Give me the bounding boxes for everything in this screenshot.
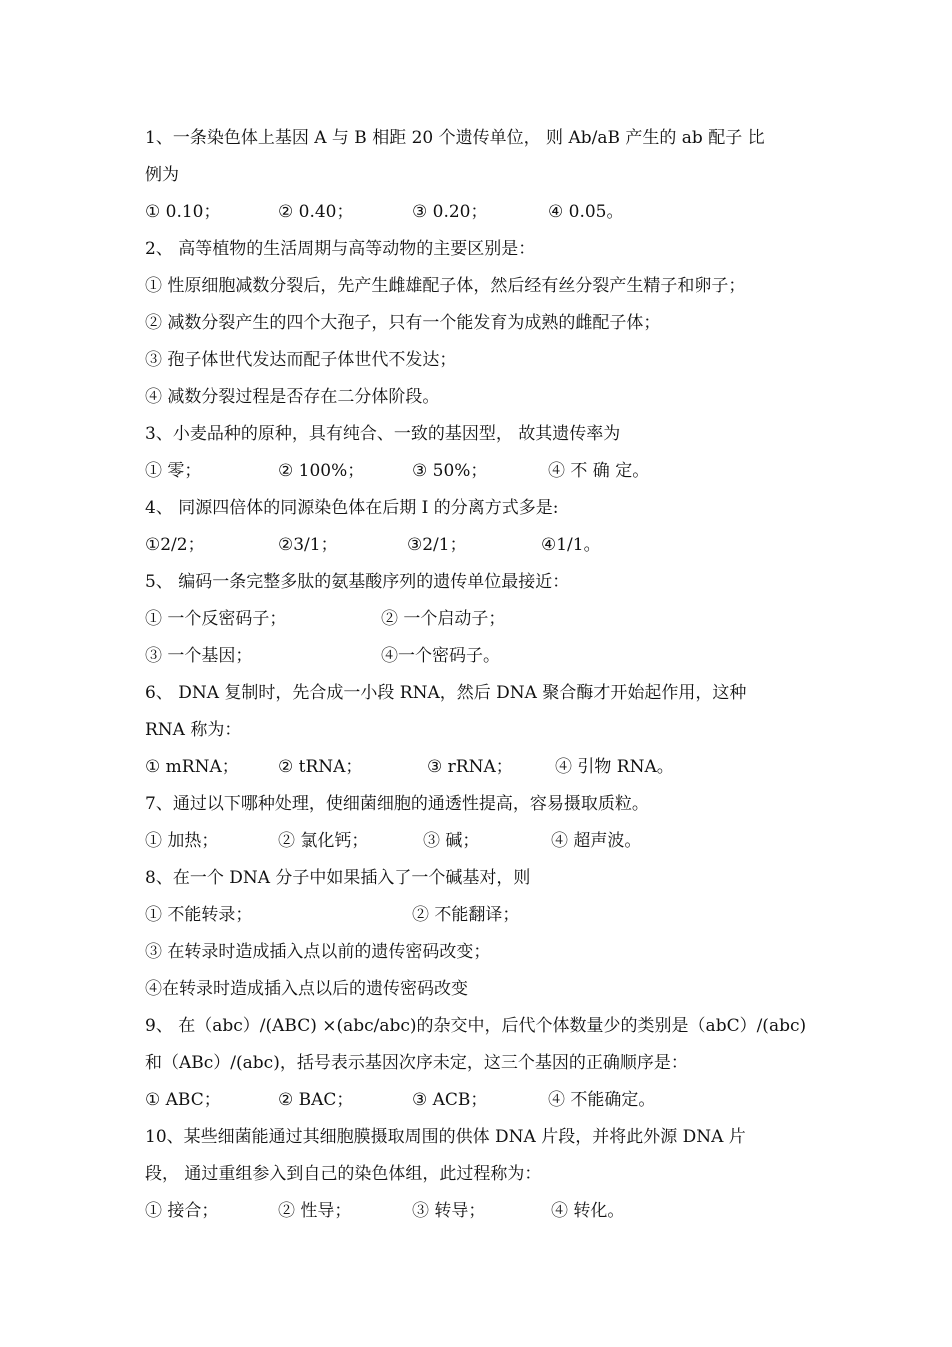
question-5-option-3: ③ 一个基因； bbox=[145, 646, 253, 666]
question-10-option-4: ④ 转化。 bbox=[551, 1201, 625, 1221]
question-8-option-1: ① 不能转录； bbox=[145, 905, 253, 925]
question-9-option-2: ② BAC； bbox=[278, 1090, 354, 1110]
question-1-option-3: ③ 0.20； bbox=[412, 202, 488, 222]
question-3-stem: 3、小麦品种的原种，具有纯合、一致的基因型， 故其遗传率为 bbox=[145, 424, 621, 444]
question-5-options-row-1 bbox=[145, 601, 815, 638]
question-8-options-row-1 bbox=[145, 897, 815, 934]
question-list bbox=[145, 120, 815, 1230]
question-9-stem-line-2: 和（ABc）/(abc)，括号表示基因次序未定，这三个基因的正确顺序是： bbox=[145, 1053, 688, 1073]
question-3-option-4: ④ 不 确 定。 bbox=[548, 461, 650, 481]
question-4-stem: 4、 同源四倍体的同源染色体在后期 I 的分离方式多是: bbox=[145, 498, 559, 518]
question-10-option-2: ② 性导； bbox=[278, 1201, 352, 1221]
question-9-stem-line-1: 9、 在（abc）/(ABC) ×(abc/abc)的杂交中，后代个体数量少的类别是（abC）/(abc) bbox=[145, 1016, 807, 1036]
question-5-option-2: ② 一个启动子； bbox=[381, 609, 506, 629]
question-4-options bbox=[145, 527, 815, 564]
question-7-stem: 7、通过以下哪种处理，使细菌细胞的通透性提高，容易摄取质粒。 bbox=[145, 794, 649, 814]
question-7-option-2: ② 氯化钙； bbox=[278, 831, 369, 851]
question-7-option-3: ③ 碱； bbox=[423, 831, 480, 851]
question-10-options bbox=[145, 1193, 815, 1230]
question-6-stem-line-2: RNA 称为： bbox=[145, 720, 242, 740]
question-10-stem-line-1: 10、某些细菌能通过其细胞膜摄取周围的供体 DNA 片段，并将此外源 DNA 片 bbox=[145, 1127, 746, 1147]
question-1-stem-line-2: 例为 bbox=[145, 165, 179, 185]
question-7-option-1: ① 加热； bbox=[145, 831, 219, 851]
question-6-options bbox=[145, 749, 815, 786]
question-10-option-3: ③ 转导； bbox=[412, 1201, 486, 1221]
question-9-option-1: ① ABC； bbox=[145, 1090, 221, 1110]
question-5-options-row-2 bbox=[145, 638, 815, 675]
question-4-option-3: ③2/1； bbox=[407, 535, 467, 555]
question-4-option-2: ②3/1； bbox=[278, 535, 338, 555]
question-6-option-2: ② tRNA； bbox=[278, 757, 363, 777]
question-3-option-3: ③ 50%； bbox=[412, 461, 488, 481]
question-8-option-4: ④在转录时造成插入点以后的遗传密码改变 bbox=[145, 979, 468, 999]
question-5-option-1: ① 一个反密码子； bbox=[145, 609, 287, 629]
question-1-option-4: ④ 0.05。 bbox=[548, 202, 624, 222]
question-3-option-2: ② 100%； bbox=[278, 461, 365, 481]
question-8-option-3: ③ 在转录时造成插入点以前的遗传密码改变； bbox=[145, 942, 491, 962]
question-2-option-2: ② 减数分裂产生的四个大孢子，只有一个能发育为成熟的雌配子体； bbox=[145, 313, 661, 333]
question-2-option-4: ④ 减数分裂过程是否存在二分体阶段。 bbox=[145, 387, 440, 407]
question-5-stem: 5、 编码一条完整多肽的氨基酸序列的遗传单位最接近： bbox=[145, 572, 570, 592]
question-9-option-4: ④ 不能确定。 bbox=[548, 1090, 656, 1110]
question-10-option-1: ① 接合； bbox=[145, 1201, 219, 1221]
question-2-option-1: ① 性原细胞减数分裂后，先产生雌雄配子体，然后经有丝分裂产生精子和卵子； bbox=[145, 276, 746, 296]
question-1-options bbox=[145, 194, 815, 231]
question-1-stem-line-1: 1、一条染色体上基因 A 与 B 相距 20 个遗传单位， 则 Ab/aB 产生的 ab 配子 比 bbox=[145, 128, 765, 148]
question-10-stem-line-2: 段， 通过重组参入到自己的染色体组，此过程称为： bbox=[145, 1164, 542, 1184]
question-6-option-1: ① mRNA； bbox=[145, 757, 239, 777]
question-4-option-4: ④1/1。 bbox=[541, 535, 601, 555]
question-6-option-3: ③ rRNA； bbox=[427, 757, 513, 777]
question-2-option-3: ③ 孢子体世代发达而配子体世代不发达； bbox=[145, 350, 457, 370]
question-3-option-1: ① 零； bbox=[145, 461, 202, 481]
question-6-stem-line-1: 6、 DNA 复制时，先合成一小段 RNA，然后 DNA 聚合酶才开始起作用，这种 bbox=[145, 683, 747, 703]
question-8-stem: 8、在一个 DNA 分子中如果插入了一个碱基对，则 bbox=[145, 868, 531, 888]
question-7-options bbox=[145, 823, 815, 860]
question-1-option-2: ② 0.40； bbox=[278, 202, 354, 222]
question-5-option-4: ④一个密码子。 bbox=[381, 646, 500, 666]
question-8-option-2: ② 不能翻译； bbox=[412, 905, 520, 925]
question-3-options bbox=[145, 453, 815, 490]
question-9-options bbox=[145, 1082, 815, 1119]
question-6-option-4: ④ 引物 RNA。 bbox=[555, 757, 674, 777]
question-7-option-4: ④ 超声波。 bbox=[551, 831, 642, 851]
question-1-option-1: ① 0.10； bbox=[145, 202, 221, 222]
question-4-option-1: ①2/2； bbox=[145, 535, 205, 555]
question-9-option-3: ③ ACB； bbox=[412, 1090, 488, 1110]
question-2-stem: 2、 高等植物的生活周期与高等动物的主要区别是： bbox=[145, 239, 536, 259]
